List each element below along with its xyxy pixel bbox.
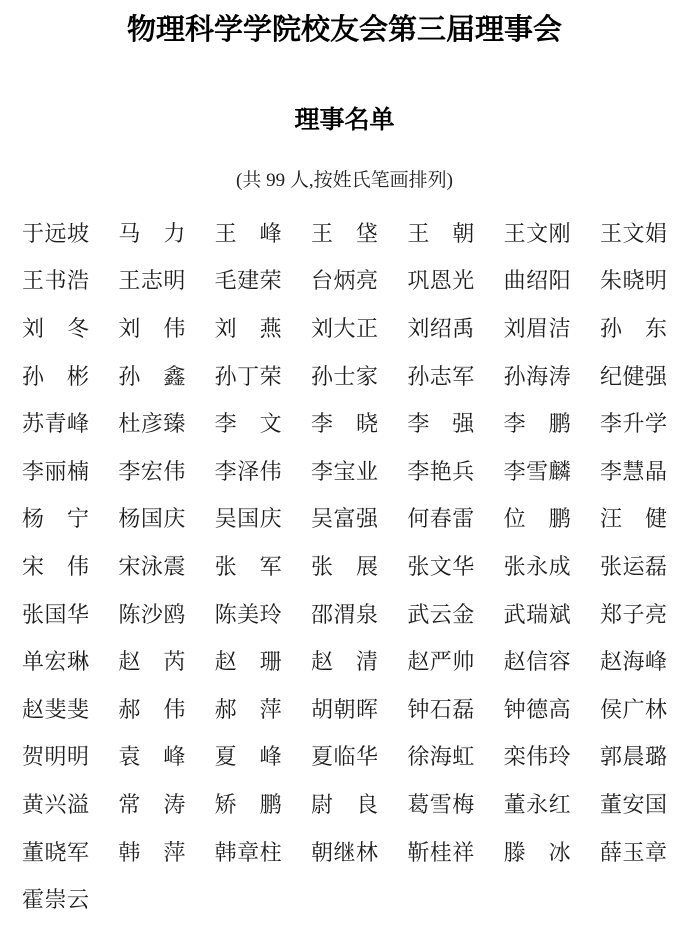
roster-name: 何春雷 [407, 506, 475, 532]
roster-name: 孙志军 [407, 363, 475, 389]
roster-name: 宋泳震 [118, 553, 186, 579]
roster-name: 黄兴溢 [22, 791, 89, 817]
roster-count-note: (共 99 人,按姓氏笔画排列) [236, 169, 453, 191]
roster-name: 郭晨璐 [599, 744, 667, 770]
roster-name: 朝继林 [310, 839, 378, 865]
roster-name: 孙海涛 [503, 363, 571, 389]
roster-name: 巩恩光 [407, 268, 475, 294]
roster-name: 葛雪梅 [407, 791, 475, 817]
roster-name: 王 朝 [407, 220, 475, 246]
roster-name: 杜彦臻 [118, 411, 186, 437]
roster-name: 邵渭泉 [310, 601, 378, 627]
roster-name: 吴富强 [310, 506, 378, 532]
roster-name: 滕 冰 [503, 839, 571, 865]
roster-name: 郑子亮 [599, 601, 667, 627]
roster-name: 李泽伟 [214, 458, 282, 484]
roster-name: 钟石磊 [407, 696, 475, 722]
roster-name: 李丽楠 [22, 458, 89, 484]
roster-name: 贺明明 [22, 744, 89, 770]
roster-name: 赵严帅 [407, 649, 475, 675]
roster-name: 孙丁荣 [214, 363, 282, 389]
roster-name: 王志明 [118, 268, 186, 294]
roster-name: 张运磊 [599, 553, 667, 579]
roster-name: 李宝业 [310, 458, 378, 484]
document-title: 物理科学学院校友会第三届理事会 [126, 14, 562, 46]
roster-name: 陈美玲 [214, 601, 282, 627]
roster-name: 王书浩 [22, 268, 89, 294]
roster-name: 曲绍阳 [503, 268, 571, 294]
roster-name: 夏临华 [310, 744, 378, 770]
roster-name: 马 力 [118, 220, 186, 246]
roster-name: 陈沙鸥 [118, 601, 186, 627]
roster-name: 于远坡 [22, 220, 89, 246]
roster-name: 张 军 [214, 553, 282, 579]
roster-name: 孙 彬 [22, 363, 89, 389]
roster-name: 刘眉洁 [503, 315, 571, 341]
roster-name: 霍崇云 [22, 887, 89, 913]
roster-name: 夏 峰 [214, 744, 282, 770]
roster-name: 吴国庆 [214, 506, 282, 532]
roster-name: 薛玉章 [599, 839, 667, 865]
roster-name: 刘绍禹 [407, 315, 475, 341]
roster-name: 靳桂祥 [407, 839, 475, 865]
roster-name: 赵 清 [310, 649, 378, 675]
roster-name: 单宏琳 [22, 649, 89, 675]
roster-name: 朱晓明 [599, 268, 667, 294]
roster-name: 李 鹏 [503, 411, 571, 437]
roster-name: 董永红 [503, 791, 571, 817]
roster-name: 李 晓 [310, 411, 378, 437]
roster-name: 台炳亮 [310, 268, 378, 294]
roster-name: 李宏伟 [118, 458, 186, 484]
roster-name: 徐海虹 [407, 744, 475, 770]
roster-name: 位 鹏 [503, 506, 571, 532]
roster-name: 赵 珊 [214, 649, 282, 675]
roster-name: 张永成 [503, 553, 571, 579]
roster-name: 李 文 [214, 411, 282, 437]
roster-name: 李升学 [599, 411, 667, 437]
roster-name: 武云金 [407, 601, 475, 627]
roster-name: 董安国 [599, 791, 667, 817]
roster-name: 尉 良 [310, 791, 378, 817]
roster-grid [22, 210, 667, 924]
roster-name: 张 展 [310, 553, 378, 579]
roster-name: 董晓军 [22, 839, 89, 865]
roster-name: 郝 伟 [118, 696, 186, 722]
roster-name: 刘 伟 [118, 315, 186, 341]
roster-name: 王文刚 [503, 220, 571, 246]
roster-name: 杨国庆 [118, 506, 186, 532]
roster-name: 孙 鑫 [118, 363, 186, 389]
roster-name: 胡朝晖 [310, 696, 378, 722]
roster-name: 孙 东 [599, 315, 667, 341]
roster-name: 韩 萍 [118, 839, 186, 865]
roster-name: 侯广林 [599, 696, 667, 722]
roster-name: 宋 伟 [22, 553, 89, 579]
roster-name: 刘 冬 [22, 315, 89, 341]
roster-name: 王 垡 [310, 220, 378, 246]
roster-name: 赵信容 [503, 649, 571, 675]
roster-name: 赵海峰 [599, 649, 667, 675]
roster-name: 孙士家 [310, 363, 378, 389]
roster-name: 钟德高 [503, 696, 571, 722]
roster-name: 苏青峰 [22, 411, 89, 437]
section-title: 理事名单 [294, 105, 395, 134]
roster-name: 刘大正 [310, 315, 378, 341]
roster-name: 张文华 [407, 553, 475, 579]
roster-name: 郝 萍 [214, 696, 282, 722]
roster-name: 王 峰 [214, 220, 282, 246]
roster-name: 矫 鹏 [214, 791, 282, 817]
roster-name: 张国华 [22, 601, 89, 627]
roster-name: 袁 峰 [118, 744, 186, 770]
roster-name: 赵斐斐 [22, 696, 89, 722]
roster-name: 李慧晶 [599, 458, 667, 484]
roster-name: 李艳兵 [407, 458, 475, 484]
roster-name: 王文娟 [599, 220, 667, 246]
roster-name: 韩章柱 [214, 839, 282, 865]
roster-name: 汪 健 [599, 506, 667, 532]
roster-name: 毛建荣 [214, 268, 282, 294]
roster-name: 常 涛 [118, 791, 186, 817]
roster-name: 栾伟玲 [503, 744, 571, 770]
roster-name: 武瑞斌 [503, 601, 571, 627]
roster-name: 李 强 [407, 411, 475, 437]
roster-name: 刘 燕 [214, 315, 282, 341]
roster-name: 杨 宁 [22, 506, 89, 532]
roster-name: 赵 芮 [118, 649, 186, 675]
roster-name: 李雪麟 [503, 458, 571, 484]
roster-name: 纪健强 [599, 363, 667, 389]
